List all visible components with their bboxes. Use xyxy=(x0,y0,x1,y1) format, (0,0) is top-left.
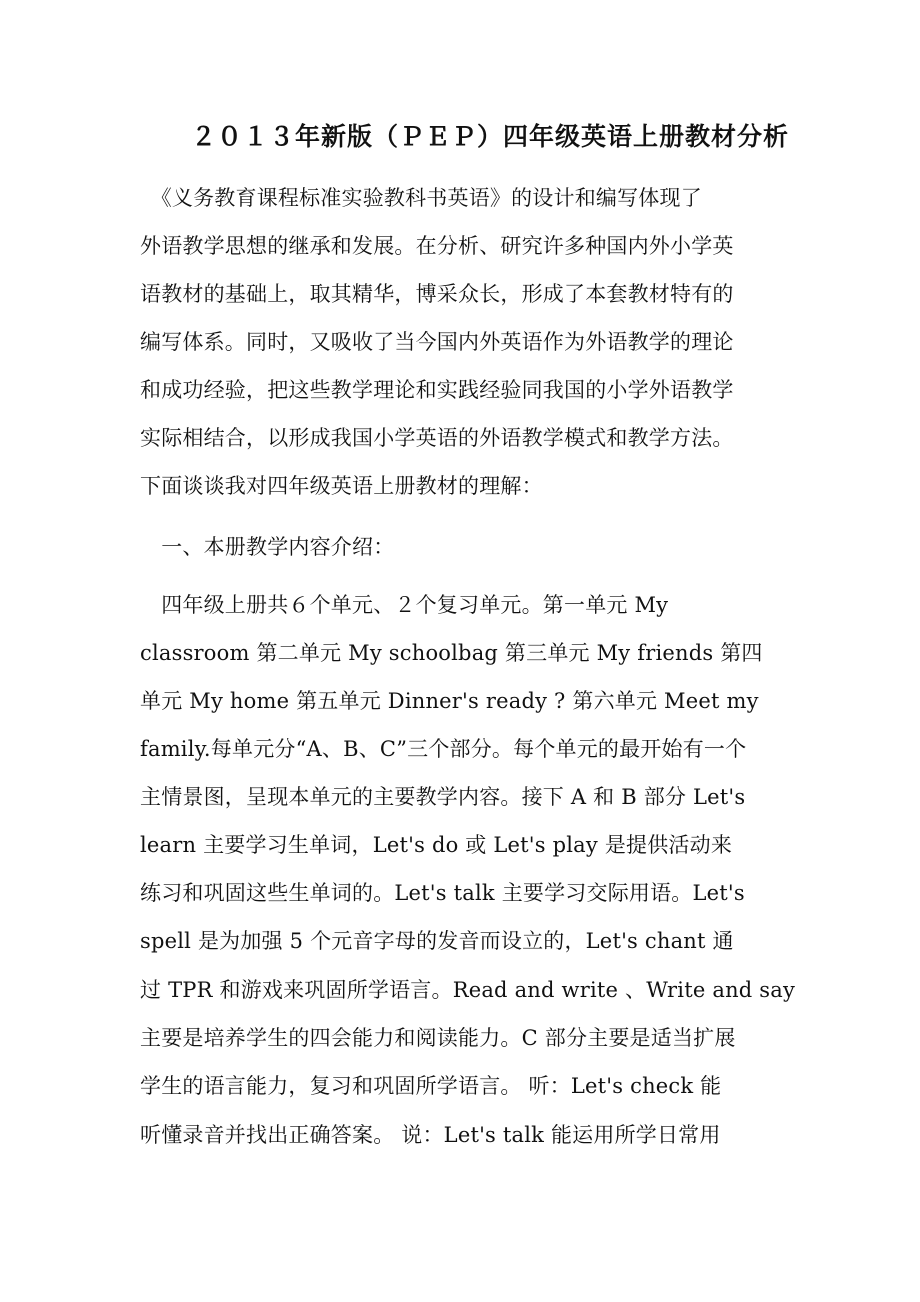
paragraph-line: 主要是培养学生的四会能力和阅读能力。C 部分主要是适当扩展 xyxy=(140,1026,736,1050)
section-heading: 一、本册教学内容介绍： xyxy=(140,535,395,559)
paragraph-line: 编写体系。同时，又吸收了当今国内外英语作为外语教学的理论 xyxy=(140,330,734,354)
paragraph-line: 语教材的基础上，取其精华，博采众长，形成了本套教材特有的 xyxy=(140,282,734,306)
paragraph-line: spell 是为加强 5 个元音字母的发音而设立的，Let's chant 通 xyxy=(140,929,734,953)
paragraph-line: 练习和巩固这些生单词的。Let's talk 主要学习交际用语。Let's xyxy=(140,881,745,905)
paragraph-line: learn 主要学习生单词，Let's do 或 Let's play 是提供活动来 xyxy=(140,833,733,857)
paragraph-line: family.每单元分“A、B、C”三个部分。每个单元的最开始有一个 xyxy=(140,737,747,761)
paragraph-line: 四年级上册共６个单元、２个复习单元。第一单元 My xyxy=(140,593,669,617)
paragraph-line: 外语教学思想的继承和发展。在分析、研究许多种国内外小学英 xyxy=(140,234,734,258)
paragraph-line: 实际相结合，以形成我国小学英语的外语教学模式和教学方法。 xyxy=(140,426,734,450)
paragraph-line: 下面谈谈我对四年级英语上册教材的理解： xyxy=(140,474,543,498)
paragraph-line: 主情景图，呈现本单元的主要教学内容。接下 A 和 B 部分 Let's xyxy=(140,785,746,809)
paragraph-line: 单元 My home 第五单元 Dinner's ready ? 第六单元 Meet my xyxy=(140,689,759,713)
document-title: ２０１３年新版（ＰＥＰ）四年级英语上册教材分析 xyxy=(190,122,789,151)
paragraph-line: 学生的语言能力，复习和巩固所学语言。 听：Let's check 能 xyxy=(140,1074,722,1098)
paragraph-line: 过 TPR 和游戏来巩固所学语言。Read and write 、Write and say xyxy=(140,978,796,1002)
paragraph-line: 《义务教育课程标准实验教科书英语》的设计和编写体现了 xyxy=(140,186,702,210)
paragraph-line: 听懂录音并找出正确答案。 说：Let's talk 能运用所学日常用 xyxy=(140,1123,721,1147)
paragraph-line: 和成功经验，把这些教学理论和实践经验同我国的小学外语教学 xyxy=(140,378,734,402)
paragraph-line: classroom 第二单元 My schoolbag 第三单元 My friends 第四 xyxy=(140,641,763,665)
